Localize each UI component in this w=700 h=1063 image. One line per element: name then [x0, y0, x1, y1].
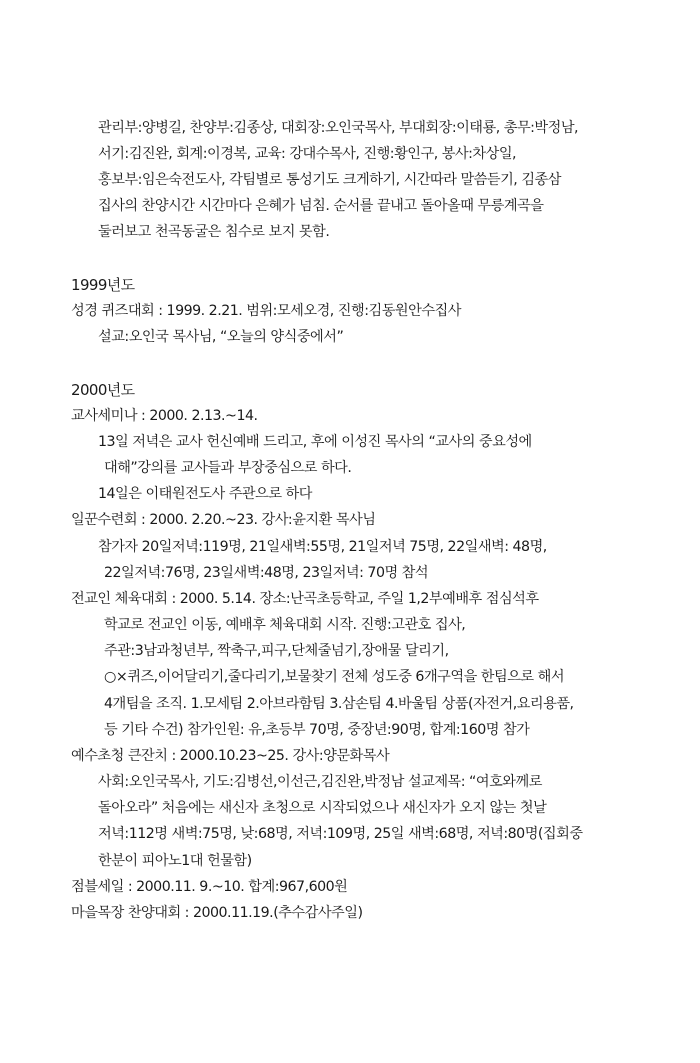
text-line: 14일은 이태원전도사 주관으로 하다 — [98, 486, 312, 502]
text-line: 13일 저녁은 교사 헌신예배 드리고, 후에 이성진 목사의 “교사의 중요성에 — [98, 434, 532, 450]
text-line: 학교로 전교인 이동, 예배후 체육대회 시작. 진행:고관호 집사, — [104, 617, 466, 633]
section-heading-1999: 1999년도 — [71, 276, 135, 294]
text-line: 돌아오라” 처음에는 새신자 초청으로 시작되었으나 새신자가 오지 않는 첫날 — [98, 800, 547, 816]
text-line: 홍보부:임은숙전도사, 각팀별로 통성기도 크게하기, 시간따라 말씀듣기, 김종삼 — [98, 172, 561, 188]
text-line: 저녁:112명 새벽:75명, 낮:68명, 저녁:109명, 25일 새벽:68명, 저녁:80명(집회중 — [98, 826, 583, 842]
text-line: 사회:오인국목사, 기도:김병선,이선근,김진완,박정남 설교제목: “여호와께로 — [98, 774, 542, 790]
text-line: 집사의 찬양시간 시간마다 은혜가 넘침. 순서를 끝내고 돌아올때 무릉계곡을 — [98, 198, 544, 214]
text-line: 일꾼수련회 : 2000. 2.20.~23. 강사:윤지환 목사님 — [71, 512, 376, 528]
text-line: 한분이 피아노1대 헌물함) — [98, 853, 252, 869]
text-line: 대해”강의를 교사들과 부장중심으로 하다. — [104, 460, 352, 476]
text-line: 관리부:양병길, 찬양부:김종상, 대회장:오인국목사, 부대회장:이태룡, 총무:박정남, — [98, 120, 579, 136]
text-line: 예수초청 큰잔치 : 2000.10.23~25. 강사:양문화목사 — [71, 748, 390, 764]
text-line: 교사세미나 : 2000. 2.13.~14. — [71, 408, 258, 424]
text-line: 주관:3남과청년부, 짝축구,피구,단체줄넘기,장애물 달리기, — [104, 643, 449, 659]
text-line: 성경 퀴즈대회 : 1999. 2.21. 범위:모세오경, 진행:김동원안수집사 — [71, 303, 461, 319]
text-line: 설교:오인국 목사님, “오늘의 양식중에서” — [98, 329, 344, 345]
text-line: 전교인 체육대회 : 2000. 5.14. 장소:난곡초등학교, 주일 1,2부예배후 점심석후 — [71, 591, 539, 607]
text-line: 서기:김진완, 회계:이경복, 교육: 강대수목사, 진행:황인구, 봉사:차상일, — [98, 146, 517, 162]
text-line: ○×퀴즈,이어달리기,줄다리기,보물찾기 전체 성도중 6개구역을 한팀으로 해서 — [104, 669, 565, 685]
text-line: 22일저녁:76명, 23일새벽:48명, 23일저녁: 70명 참석 — [104, 565, 429, 581]
text-line: 점블세일 : 2000.11. 9.~10. 합계:967,600원 — [71, 879, 348, 895]
text-line: 둘러보고 천곡동굴은 침수로 보지 못함. — [98, 224, 330, 240]
section-heading-2000: 2000년도 — [71, 381, 135, 399]
text-line: 4개팀을 조직. 1.모세팀 2.아브라함팀 3.삼손팀 4.바울팀 상품(자전거,요리용품, — [104, 696, 574, 712]
text-line: 등 기타 수건) 참가인원: 유,초등부 70명, 중장년:90명, 합계:160명 참가 — [104, 722, 530, 738]
text-line: 참가자 20일저녁:119명, 21일새벽:55명, 21일저녁 75명, 22일새벽: 48명, — [98, 539, 547, 555]
text-line: 마을목장 찬양대회 : 2000.11.19.(추수감사주일) — [71, 905, 363, 921]
